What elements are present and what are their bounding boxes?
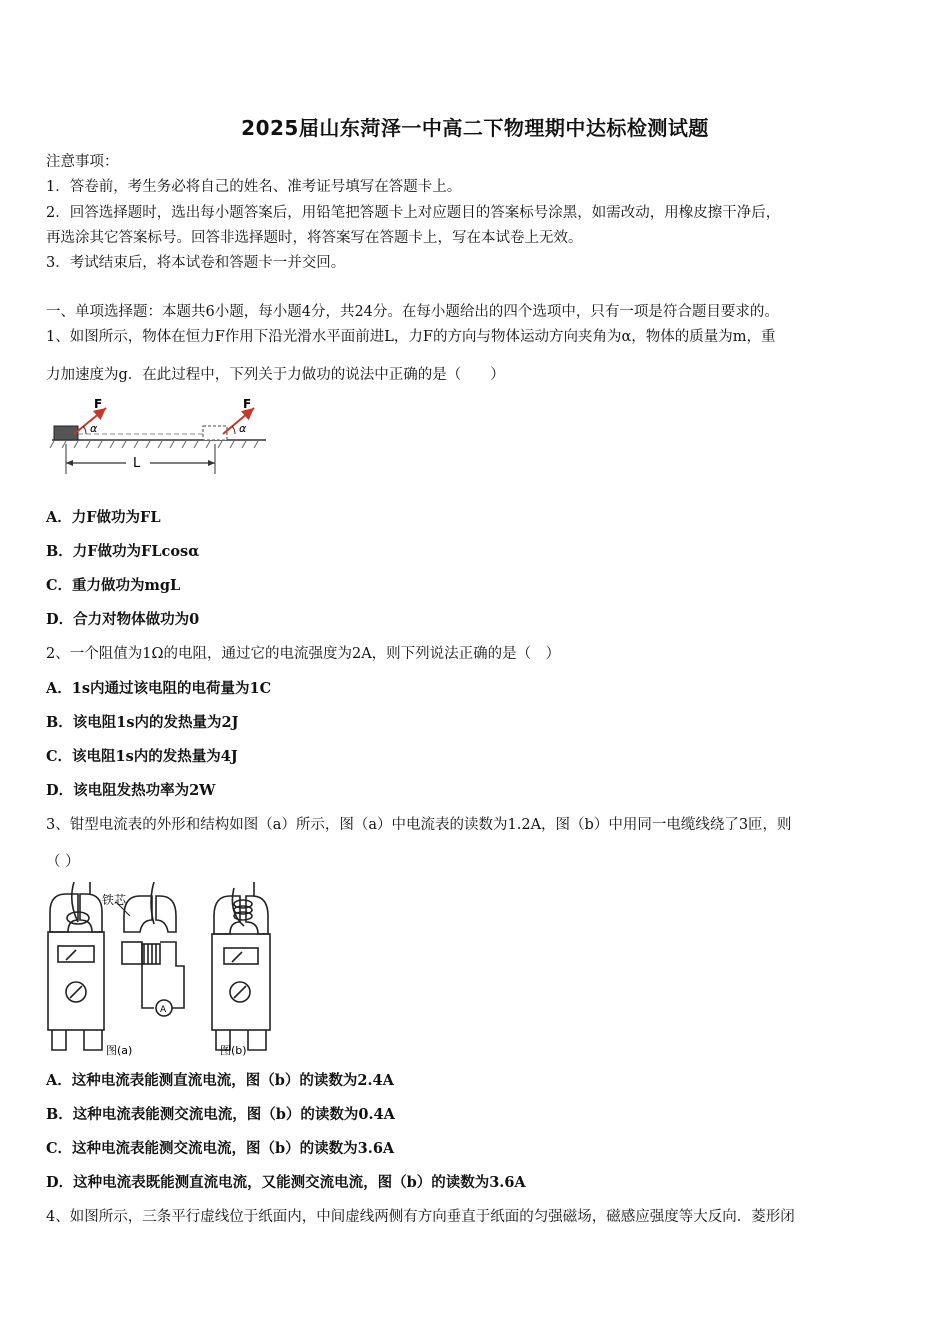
angle-label: α: [239, 422, 247, 435]
q3-option-a: A．这种电流表能测直流电流，图（b）的读数为2.4A: [46, 1072, 394, 1089]
force-label: F: [94, 397, 103, 411]
caption-a: 图(a): [106, 1044, 133, 1057]
notice-line: 1．答卷前，考生务必将自己的姓名、准考证号填写在答题卡上。: [46, 179, 462, 195]
section-heading: 一、单项选择题：本题共6小题，每小题4分，共24分。在每小题给出的四个选项中，只有一项是符合题目要求的。: [46, 304, 779, 320]
q2-option-b: B．该电阻1s内的发热量为2J: [46, 714, 239, 731]
q1-option-c: C．重力做功为mgL: [46, 577, 181, 594]
q3-option-b: B．这种电流表能测交流电流，图（b）的读数为0.4A: [46, 1106, 395, 1123]
question-2-stem: 2、一个阻值为1Ω的电阻，通过它的电流强度为2A，则下列说法正确的是（ ）: [46, 646, 561, 662]
notice-line: 再选涂其它答案标号。回答非选择题时，将答案写在答题卡上，写在本试卷上无效。: [46, 230, 583, 246]
force-label: F: [243, 397, 252, 411]
question-1-stem: 1、如图所示，物体在恒力F作用下沿光滑水平面前进L，力F的方向与物体运动方向夹角为α，物体的质量为m，重: [46, 329, 776, 345]
core-label: 铁芯: [102, 893, 127, 907]
q1-force-diagram: [46, 392, 271, 480]
notice-line: 2．回答选择题时，选出每小题答案后，用铅笔把答题卡上对应题目的答案标号涂黑，如需改动，用橡皮擦干净后，: [46, 205, 781, 221]
page-title: 2025届山东菏泽一中高二下物理期中达标检测试题: [241, 116, 709, 140]
length-label: L: [133, 456, 141, 471]
q3-option-c: C．这种电流表能测交流电流，图（b）的读数为3.6A: [46, 1140, 395, 1157]
q1-option-d: D．合力对物体做功为0: [46, 611, 200, 628]
ammeter-label: A: [160, 1005, 167, 1015]
angle-label: α: [90, 422, 98, 435]
question-3-stem: 3、钳型电流表的外形和结构如图（a）所示，图（a）中电流表的读数为1.2A，图（b）中用同一电缆线绕了3匝，则: [46, 817, 792, 833]
question-1-stem-cont: 力加速度为g．在此过程中，下列关于力做功的说法中正确的是（ ）: [46, 367, 505, 383]
q2-option-a: A．1s内通过该电阻的电荷量为1C: [46, 680, 272, 697]
q1-option-b: B．力F做功为FLcosα: [46, 543, 200, 560]
notice-heading: 注意事项：: [46, 154, 119, 170]
q1-option-a: A．力F做功为FL: [46, 509, 161, 526]
q2-option-c: C．该电阻1s内的发热量为4J: [46, 748, 238, 765]
q3-clamp-meter-diagram: [44, 882, 284, 1060]
notice-line: 3．考试结束后，将本试卷和答题卡一并交回。: [46, 255, 346, 271]
q2-option-d: D．该电阻发热功率为2W: [46, 782, 216, 799]
question-3-stem-cont: （ ）: [46, 854, 80, 870]
caption-b: 图(b): [220, 1044, 247, 1057]
question-4-stem: 4、如图所示，三条平行虚线位于纸面内，中间虚线两侧有方向垂直于纸面的匀强磁场，磁感应强度等大反向．菱形闭: [46, 1209, 795, 1225]
q3-option-d: D．这种电流表既能测直流电流，又能测交流电流，图（b）的读数为3.6A: [46, 1174, 526, 1191]
